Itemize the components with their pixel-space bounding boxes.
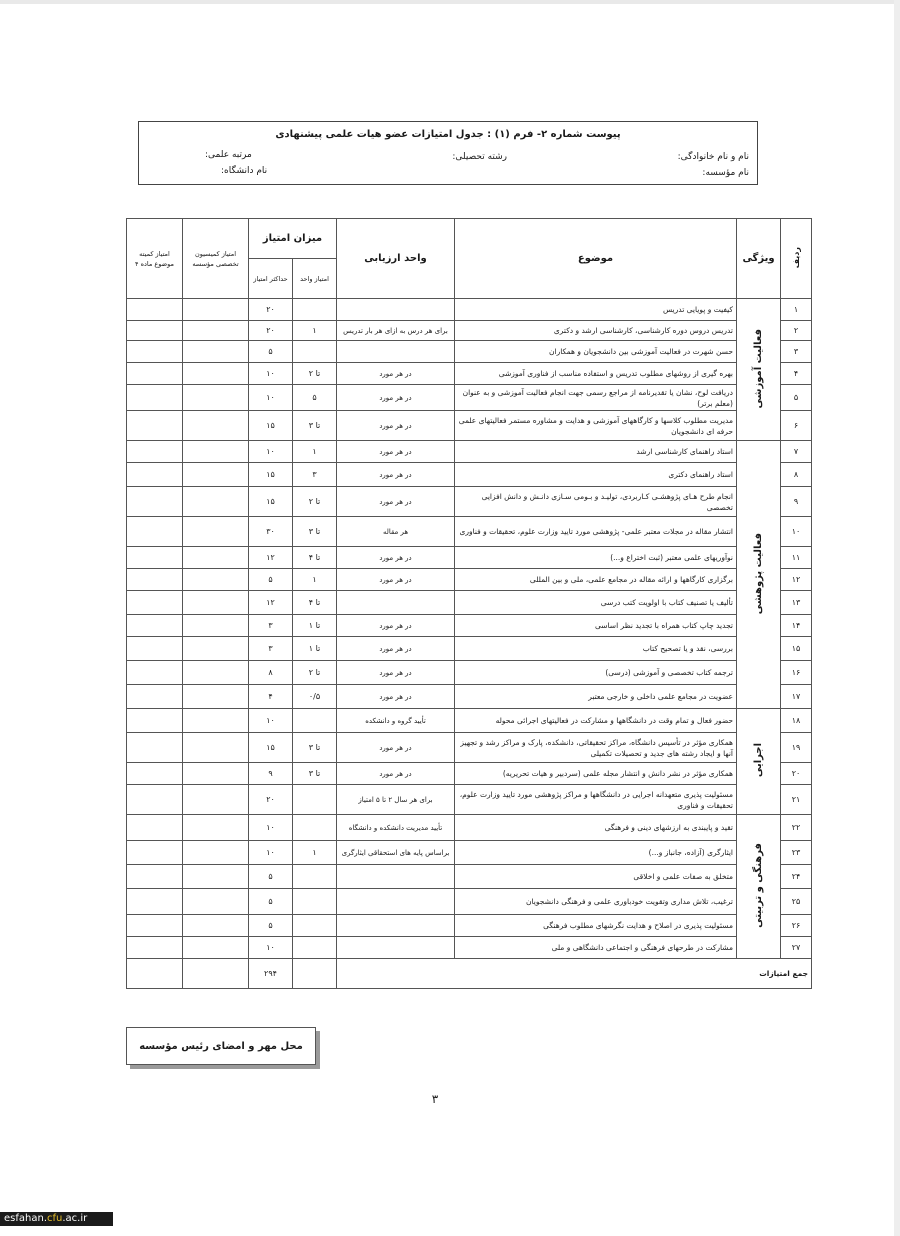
max-score-cell: ۳۰ (249, 517, 293, 547)
category-cell (737, 815, 781, 959)
category-cell (737, 441, 781, 709)
max-score-cell: ۵ (249, 341, 293, 363)
table-row (127, 411, 812, 441)
institute-label: نام مؤسسه: (702, 168, 749, 178)
topic-cell: تدریس دروس دوره کارشناسی، کارشناسی ارشد و دکتری (455, 321, 737, 341)
unit-score-cell (293, 915, 337, 937)
table-row (127, 591, 812, 615)
header-topic: موضوع (455, 219, 737, 299)
commission-score-cell (183, 487, 249, 517)
topic-cell: بهره گیری از روشهای مطلوب تدریس و استفاده مناسب از فناوری آموزشی (455, 363, 737, 385)
unit-score-cell: تا ۴ (293, 591, 337, 615)
topic-cell: مسئولیت پذیری متعهدانه اجرایی در دانشگاهها و مراکز پژوهشی مورد تایید وزارت علوم، تحقیقات و فناوری (455, 785, 737, 815)
committee-score-cell (127, 661, 183, 685)
evaluation-unit-cell: در هر مورد (337, 463, 455, 487)
max-score-cell: ۱۰ (249, 385, 293, 411)
unit-score-cell: ۱ (293, 569, 337, 591)
evaluation-unit-cell: در هر مورد (337, 441, 455, 463)
scan-edge-top (0, 0, 900, 4)
unit-score-cell: تا ۱ (293, 615, 337, 637)
evaluation-unit-cell: در هر مورد (337, 661, 455, 685)
committee-score-cell (127, 685, 183, 709)
table-row (127, 569, 812, 591)
commission-score-cell (183, 411, 249, 441)
table-row (127, 299, 812, 321)
commission-score-cell (183, 785, 249, 815)
unit-score-cell: تا ۳ (293, 763, 337, 785)
committee-score-cell (127, 341, 183, 363)
topic-cell: ترجمه کتاب تخصصی و آموزشی (درسی) (455, 661, 737, 685)
topic-cell: تألیف یا تصنیف کتاب با اولویت کتب درسی (455, 591, 737, 615)
unit-score-cell: ۰/۵ (293, 685, 337, 709)
table-row (127, 341, 812, 363)
form-title: پیوست شماره ۲- فرم (۱) : جدول امتیازات عضو هیات علمی پیشنهادی (275, 129, 621, 140)
commission-score-cell (183, 685, 249, 709)
table-row (127, 637, 812, 661)
row-number: ۸ (781, 463, 812, 487)
max-score-cell: ۱۵ (249, 411, 293, 441)
unit-score-cell: ۵ (293, 385, 337, 411)
evaluation-unit-cell (337, 937, 455, 959)
row-number: ۲۵ (781, 889, 812, 915)
commission-score-cell (183, 321, 249, 341)
unit-score-cell (293, 785, 337, 815)
unit-score-cell: تا ۱ (293, 637, 337, 661)
evaluation-unit-cell: در هر مورد (337, 547, 455, 569)
table-row (127, 685, 812, 709)
evaluation-unit-cell: در هر مورد (337, 411, 455, 441)
table-row (127, 547, 812, 569)
evaluation-unit-cell (337, 299, 455, 321)
topic-cell: استاد راهنمای دکتری (455, 463, 737, 487)
page-number: ۳ (431, 1092, 439, 1106)
commission-score-cell (183, 547, 249, 569)
commission-score-cell (183, 865, 249, 889)
category-label: فعالیت آموزشی (753, 328, 764, 409)
topic-cell: حسن شهرت در فعالیت آموزشی بین دانشجویان و همکاران (455, 341, 737, 363)
max-score-cell: ۱۰ (249, 363, 293, 385)
total-committee-cell (127, 959, 183, 989)
row-number: ۲ (781, 321, 812, 341)
evaluation-unit-cell: براساس پایه های استحقاقی ایثارگری (337, 841, 455, 865)
table-row (127, 321, 812, 341)
committee-score-cell (127, 321, 183, 341)
committee-score-cell (127, 299, 183, 321)
evaluation-unit-cell: در هر مورد (337, 487, 455, 517)
topic-cell: انجام طرح هـای پژوهشـی کـاربردی، تولیـد و بـومی سـازی دانـش و دانش افزایی تخصصی (455, 487, 737, 517)
topic-cell: بررسی، نقد و یا تصحیح کتاب (455, 637, 737, 661)
row-number: ۴ (781, 363, 812, 385)
max-score-cell: ۱۰ (249, 441, 293, 463)
evaluation-unit-cell: در هر مورد (337, 763, 455, 785)
commission-score-cell (183, 709, 249, 733)
table-row (127, 733, 812, 763)
committee-score-cell (127, 591, 183, 615)
max-score-cell: ۹ (249, 763, 293, 785)
committee-score-cell (127, 363, 183, 385)
row-number: ۲۳ (781, 841, 812, 865)
site-watermark: esfahan.cfu.ac.ir (0, 1212, 113, 1226)
table-row (127, 487, 812, 517)
committee-score-cell (127, 733, 183, 763)
committee-score-cell (127, 763, 183, 785)
row-number: ۱۴ (781, 615, 812, 637)
row-number: ۱۹ (781, 733, 812, 763)
table-row (127, 763, 812, 785)
total-value: ۲۹۴ (249, 959, 293, 989)
evaluation-unit-cell: تأیید گروه و دانشکده (337, 709, 455, 733)
form-header (138, 121, 758, 185)
commission-score-cell (183, 661, 249, 685)
max-score-cell: ۲۰ (249, 321, 293, 341)
category-cell (737, 299, 781, 441)
committee-score-cell (127, 463, 183, 487)
header-commission: امتیاز کمیسیون تخصصی مؤسسه (183, 219, 249, 299)
commission-score-cell (183, 569, 249, 591)
commission-score-cell (183, 637, 249, 661)
unit-score-cell (293, 815, 337, 841)
header-unit: واحد ارزیابی (337, 219, 455, 299)
evaluation-unit-cell: در هر مورد (337, 385, 455, 411)
topic-cell: مشارکت در طرحهای فرهنگی و اجتماعی دانشگاهی و ملی (455, 937, 737, 959)
committee-score-cell (127, 615, 183, 637)
max-score-cell: ۲۰ (249, 299, 293, 321)
max-score-cell: ۵ (249, 889, 293, 915)
committee-score-cell (127, 709, 183, 733)
topic-cell: تجدید چاپ کتاب همراه با تجدید نظر اساسی (455, 615, 737, 637)
topic-cell: ایثارگری (آزاده، جانباز و...) (455, 841, 737, 865)
row-number: ۱ (781, 299, 812, 321)
committee-score-cell (127, 889, 183, 915)
topic-cell: انتشار مقاله در مجلات معتبر علمی- پژوهشی مورد تایید وزارت علوم، تحقیقات و فناوری (455, 517, 737, 547)
header-row-number: ردیف (781, 219, 812, 299)
category-label: اجرایی (753, 743, 764, 778)
row-number: ۵ (781, 385, 812, 411)
category-label: فعالیت پژوهشی (753, 532, 764, 615)
max-score-cell: ۱۲ (249, 591, 293, 615)
evaluation-unit-cell: در هر مورد (337, 363, 455, 385)
header-unit-score: امتیاز واحد (293, 259, 337, 299)
table-row (127, 889, 812, 915)
max-score-cell: ۱۵ (249, 463, 293, 487)
scan-edge-right (894, 0, 900, 1236)
max-score-cell: ۱۰ (249, 937, 293, 959)
max-score-cell: ۴ (249, 685, 293, 709)
row-number: ۱۰ (781, 517, 812, 547)
committee-score-cell (127, 937, 183, 959)
name-label: نام و نام خانوادگی: (677, 152, 749, 162)
total-row (127, 959, 812, 989)
row-number: ۲۰ (781, 763, 812, 785)
unit-score-cell (293, 937, 337, 959)
table-row (127, 661, 812, 685)
commission-score-cell (183, 441, 249, 463)
field-label: رشته تحصیلی: (452, 152, 507, 162)
committee-score-cell (127, 785, 183, 815)
committee-score-cell (127, 517, 183, 547)
evaluation-unit-cell: در هر مورد (337, 733, 455, 763)
topic-cell: برگزاری کارگاهها و ارائه مقاله در مجامع علمی، ملی و بین المللی (455, 569, 737, 591)
max-score-cell: ۲۰ (249, 785, 293, 815)
committee-score-cell (127, 915, 183, 937)
topic-cell: ترغیب، تلاش مداری وتقویت خودباوری علمی و فرهنگی دانشجویان (455, 889, 737, 915)
unit-score-cell: ۱ (293, 441, 337, 463)
max-score-cell: ۱۵ (249, 487, 293, 517)
table-row (127, 463, 812, 487)
unit-score-cell (293, 865, 337, 889)
evaluation-unit-cell: در هر مورد (337, 569, 455, 591)
topic-cell: تقید و پایبندی به ارزشهای دینی و فرهنگی (455, 815, 737, 841)
committee-score-cell (127, 385, 183, 411)
topic-cell: همکاری مؤثر در تأسیس دانشگاه، مراکز تحقیقاتی، دانشکده، پارک و مراکز رشد و تجهیز آنها و ایجاد رشته های جدید و تحصیلات تکمیلی (455, 733, 737, 763)
unit-score-cell: تا ۲ (293, 363, 337, 385)
max-score-cell: ۵ (249, 915, 293, 937)
commission-score-cell (183, 517, 249, 547)
committee-score-cell (127, 865, 183, 889)
unit-score-cell (293, 341, 337, 363)
max-score-cell: ۱۰ (249, 841, 293, 865)
row-number: ۱۶ (781, 661, 812, 685)
evaluation-unit-cell: تأیید مدیریت دانشکده و دانشگاه (337, 815, 455, 841)
unit-score-cell: تا ۳ (293, 733, 337, 763)
category-label: فرهنگی و تربیتی (753, 843, 764, 928)
max-score-cell: ۱۵ (249, 733, 293, 763)
committee-score-cell (127, 487, 183, 517)
table-row (127, 841, 812, 865)
unit-score-cell: تا ۴ (293, 547, 337, 569)
topic-cell: مسئولیت پذیری در اصلاح و هدایت نگرشهای مطلوب فرهنگی (455, 915, 737, 937)
committee-score-cell (127, 411, 183, 441)
unit-score-cell (293, 709, 337, 733)
row-number: ۹ (781, 487, 812, 517)
table-row (127, 937, 812, 959)
unit-score-cell: تا ۲ (293, 661, 337, 685)
row-number: ۲۴ (781, 865, 812, 889)
stamp-label: محل مهر و امضای رئیس مؤسسه (139, 1040, 303, 1052)
unit-score-cell: تا ۳ (293, 411, 337, 441)
topic-cell: متخلق به صفات علمی و اخلاقی (455, 865, 737, 889)
table-row (127, 363, 812, 385)
evaluation-unit-cell: هر مقاله (337, 517, 455, 547)
row-number: ۶ (781, 411, 812, 441)
unit-score-cell: تا ۳ (293, 517, 337, 547)
topic-cell: کیفیت و پویایی تدریس (455, 299, 737, 321)
max-score-cell: ۵ (249, 569, 293, 591)
table-row (127, 385, 812, 411)
table-row (127, 615, 812, 637)
header-committee: امتیاز کمیته موضوع ماده ۴ (127, 219, 183, 299)
commission-score-cell (183, 615, 249, 637)
max-score-cell: ۱۲ (249, 547, 293, 569)
header-category: ویژگی (737, 219, 781, 299)
table-row (127, 915, 812, 937)
total-commission-cell (183, 959, 249, 989)
commission-score-cell (183, 937, 249, 959)
table-row (127, 517, 812, 547)
commission-score-cell (183, 763, 249, 785)
table-row (127, 709, 812, 733)
max-score-cell: ۳ (249, 637, 293, 661)
row-number: ۲۱ (781, 785, 812, 815)
header-max-score: حداکثر امتیاز (249, 259, 293, 299)
unit-score-cell: تا ۲ (293, 487, 337, 517)
total-unit-score-cell (293, 959, 337, 989)
max-score-cell: ۳ (249, 615, 293, 637)
evaluation-unit-cell: در هر مورد (337, 685, 455, 709)
row-number: ۲۶ (781, 915, 812, 937)
table-row (127, 815, 812, 841)
commission-score-cell (183, 889, 249, 915)
commission-score-cell (183, 385, 249, 411)
row-number: ۲۷ (781, 937, 812, 959)
unit-score-cell: ۱ (293, 321, 337, 341)
unit-score-cell: ۳ (293, 463, 337, 487)
committee-score-cell (127, 441, 183, 463)
evaluation-unit-cell (337, 591, 455, 615)
unit-score-cell (293, 889, 337, 915)
unit-score-cell: ۱ (293, 841, 337, 865)
topic-cell: نوآوریهای علمی معتبر (ثبت اختراع و...) (455, 547, 737, 569)
commission-score-cell (183, 341, 249, 363)
topic-cell: دریافت لوح، نشان یا تقدیرنامه از مراجع رسمی جهت انجام فعالیت آموزشی و به عنوان (معلم برتر) (455, 385, 737, 411)
total-label: جمع امتیازات (337, 959, 812, 989)
unit-score-cell (293, 299, 337, 321)
topic-cell: همکاری مؤثر در نشر دانش و انتشار مجله علمی (سردبیر و هیات تحریریه) (455, 763, 737, 785)
evaluation-unit-cell (337, 865, 455, 889)
table-row (127, 441, 812, 463)
commission-score-cell (183, 815, 249, 841)
row-number: ۳ (781, 341, 812, 363)
row-number: ۱۸ (781, 709, 812, 733)
table-row (127, 865, 812, 889)
row-number: ۱۳ (781, 591, 812, 615)
topic-cell: مدیریت مطلوب کلاسها و کارگاههای آموزشی و هدایت و مشاوره مستمر فعالیتهای علمی حرفه ای دانشجویان (455, 411, 737, 441)
row-number: ۱۱ (781, 547, 812, 569)
max-score-cell: ۵ (249, 865, 293, 889)
evaluation-unit-cell (337, 915, 455, 937)
commission-score-cell (183, 363, 249, 385)
stamp-signature-box (126, 1027, 316, 1065)
row-number: ۱۷ (781, 685, 812, 709)
header-score: میزان امتیاز (249, 219, 337, 259)
commission-score-cell (183, 463, 249, 487)
commission-score-cell (183, 733, 249, 763)
commission-score-cell (183, 915, 249, 937)
committee-score-cell (127, 815, 183, 841)
committee-score-cell (127, 637, 183, 661)
evaluation-unit-cell (337, 889, 455, 915)
max-score-cell: ۱۰ (249, 815, 293, 841)
topic-cell: حضور فعال و تمام وقت در دانشگاهها و مشارکت در فعالیتهای اجرائی محوله (455, 709, 737, 733)
max-score-cell: ۸ (249, 661, 293, 685)
committee-score-cell (127, 569, 183, 591)
commission-score-cell (183, 591, 249, 615)
max-score-cell: ۱۰ (249, 709, 293, 733)
evaluation-unit-cell: در هر مورد (337, 615, 455, 637)
rank-label: مرتبه علمی: (205, 150, 252, 160)
row-number: ۲۲ (781, 815, 812, 841)
evaluation-unit-cell: برای هر سال ۲ تا ۵ امتیاز (337, 785, 455, 815)
table-row (127, 785, 812, 815)
score-table (126, 218, 812, 989)
topic-cell: عضویت در مجامع علمی داخلی و خارجی معتبر (455, 685, 737, 709)
evaluation-unit-cell: در هر مورد (337, 637, 455, 661)
row-number: ۱۵ (781, 637, 812, 661)
university-label: نام دانشگاه: (221, 166, 268, 176)
row-number: ۷ (781, 441, 812, 463)
evaluation-unit-cell (337, 341, 455, 363)
committee-score-cell (127, 841, 183, 865)
evaluation-unit-cell: برای هر درس به ازای هر بار تدریس (337, 321, 455, 341)
category-cell (737, 709, 781, 815)
row-number: ۱۲ (781, 569, 812, 591)
commission-score-cell (183, 841, 249, 865)
committee-score-cell (127, 547, 183, 569)
commission-score-cell (183, 299, 249, 321)
topic-cell: استاد راهنمای کارشناسی ارشد (455, 441, 737, 463)
